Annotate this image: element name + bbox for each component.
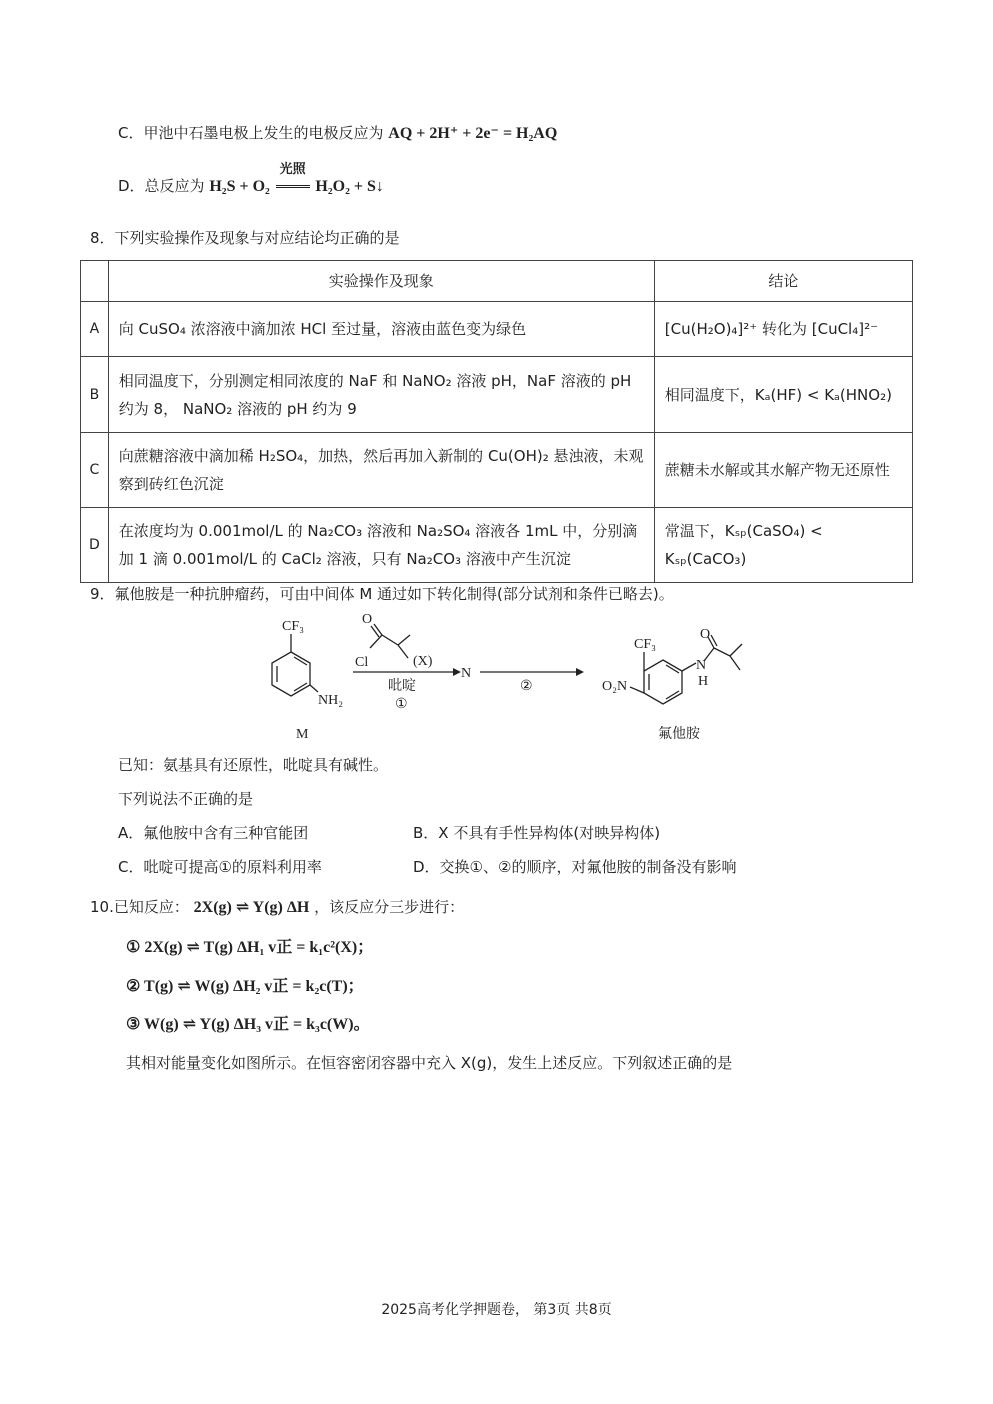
q10-step-2: ② T(g) ⇌ W(g) ΔH₂ v正 = k₂c(T)； xyxy=(126,978,364,995)
step-1-label: ① xyxy=(395,697,408,712)
q10-stem: 10.已知反应： 2X(g) ⇌ Y(g) ΔH ，该反应分三步进行： xyxy=(90,898,465,916)
q9-option-c: C．吡啶可提高①的原料利用率 xyxy=(118,858,322,876)
flutamide-label: 氟他胺 xyxy=(658,727,700,742)
q10-step-1: ① 2X(g) ⇌ T(g) ΔH₁ v正 = k₁c²(X)； xyxy=(126,939,374,956)
arrowhead-1 xyxy=(453,668,461,676)
q9-stem: 9．氟他胺是一种抗肿瘤药，可由中间体 M 通过如下转化制得(部分试剂和条件已略去)。 xyxy=(90,585,674,603)
table-row: C 向蔗糖溶液中滴加稀 H₂SO₄，加热，然后再加入新制的 Cu(OH)₂ 悬浊液，未观察到砖红色沉淀 蔗糖未水解或其水解产物无还原性 xyxy=(81,433,913,508)
nh2-label: NH₂ xyxy=(318,693,344,708)
benzene-ring-m xyxy=(272,634,318,696)
q7-option-d: D．总反应为 H₂S + O₂ 光照 H₂O₂ + S↓ xyxy=(118,162,384,195)
reaction-condition-arrow: 光照 xyxy=(275,176,311,196)
amide-o-label: O xyxy=(700,627,711,642)
pyridine-label: 吡啶 xyxy=(388,679,416,694)
q10-tail: 其相对能量变化如图所示。在恒容密闭容器中充入 X(g)，发生上述反应。下列叙述正确的是 xyxy=(126,1054,733,1072)
cl-label: Cl xyxy=(355,655,369,670)
q8-header-conclusion: 结论 xyxy=(654,261,912,302)
q10-step-3: ③ W(g) ⇌ Y(g) ΔH₃ v正 = k₃c(W)。 xyxy=(126,1016,370,1033)
compound-m-label: M xyxy=(296,727,309,742)
oxygen-label: O xyxy=(362,612,373,627)
arrowhead-2 xyxy=(576,668,584,676)
table-row: A 向 CuSO₄ 浓溶液中滴加浓 HCl 至过量，溶液由蓝色变为绿色 [Cu(H₂O)₄]²⁺ 转化为 [CuCl₄]²⁻ xyxy=(81,302,913,357)
o2n-label: O₂N xyxy=(602,679,628,694)
amide-h-label: H xyxy=(698,674,709,689)
q7-option-c-equation: AQ + 2H⁺ + 2e⁻ = H₂AQ xyxy=(388,125,558,142)
intermediate-n-label: N xyxy=(461,666,472,681)
q7-option-c: C．甲池中石墨电极上发生的电极反应为 AQ + 2H⁺ + 2e⁻ = H₂AQ xyxy=(118,124,558,142)
acyl-chloride-structure xyxy=(370,624,410,658)
q9-option-a: A．氟他胺中含有三种官能团 xyxy=(118,824,309,842)
q9-option-b: B．X 不具有手性异构体(对映异构体) xyxy=(413,824,661,842)
q9-known: 已知：氨基具有还原性，吡啶具有碱性。 xyxy=(118,756,389,774)
page-footer: 2025高考化学押题卷， 第3页 共8页 xyxy=(381,1302,612,1318)
q9-ask: 下列说法不正确的是 xyxy=(118,790,254,808)
step-2-label: ② xyxy=(520,679,533,694)
cf3-label-product: CF₃ xyxy=(634,637,657,652)
table-row: B 相同温度下，分别测定相同浓度的 NaF 和 NaNO₂ 溶液 pH，NaF 溶液的 pH 约为 8， NaNO₂ 溶液的 pH 约为 9 相同温度下，Kₐ(HF) < Kₐ(HNO₂) xyxy=(81,357,913,433)
x-label: (X) xyxy=(413,654,433,669)
q8-stem: 8．下列实验操作及现象与对应结论均正确的是 xyxy=(90,229,400,247)
q8-header-operation: 实验操作及现象 xyxy=(108,261,654,302)
synthesis-scheme xyxy=(258,608,778,748)
table-row: D 在浓度均为 0.001mol/L 的 Na₂CO₃ 溶液和 Na₂SO₄ 溶液各 1mL 中，分别滴加 1 滴 0.001mol/L 的 CaCl₂ 溶液，只有 Na₂CO₃ 溶液中产生沉淀 常温下，Kₛₚ(CaSO₄) < Kₛₚ(CaCO₃) xyxy=(81,508,913,583)
cf3-label-m: CF₃ xyxy=(282,619,305,634)
q9-option-d: D．交换①、②的顺序，对氟他胺的制备没有影响 xyxy=(413,858,737,876)
amide-n-label: N xyxy=(696,658,707,673)
q8-table xyxy=(80,260,913,583)
